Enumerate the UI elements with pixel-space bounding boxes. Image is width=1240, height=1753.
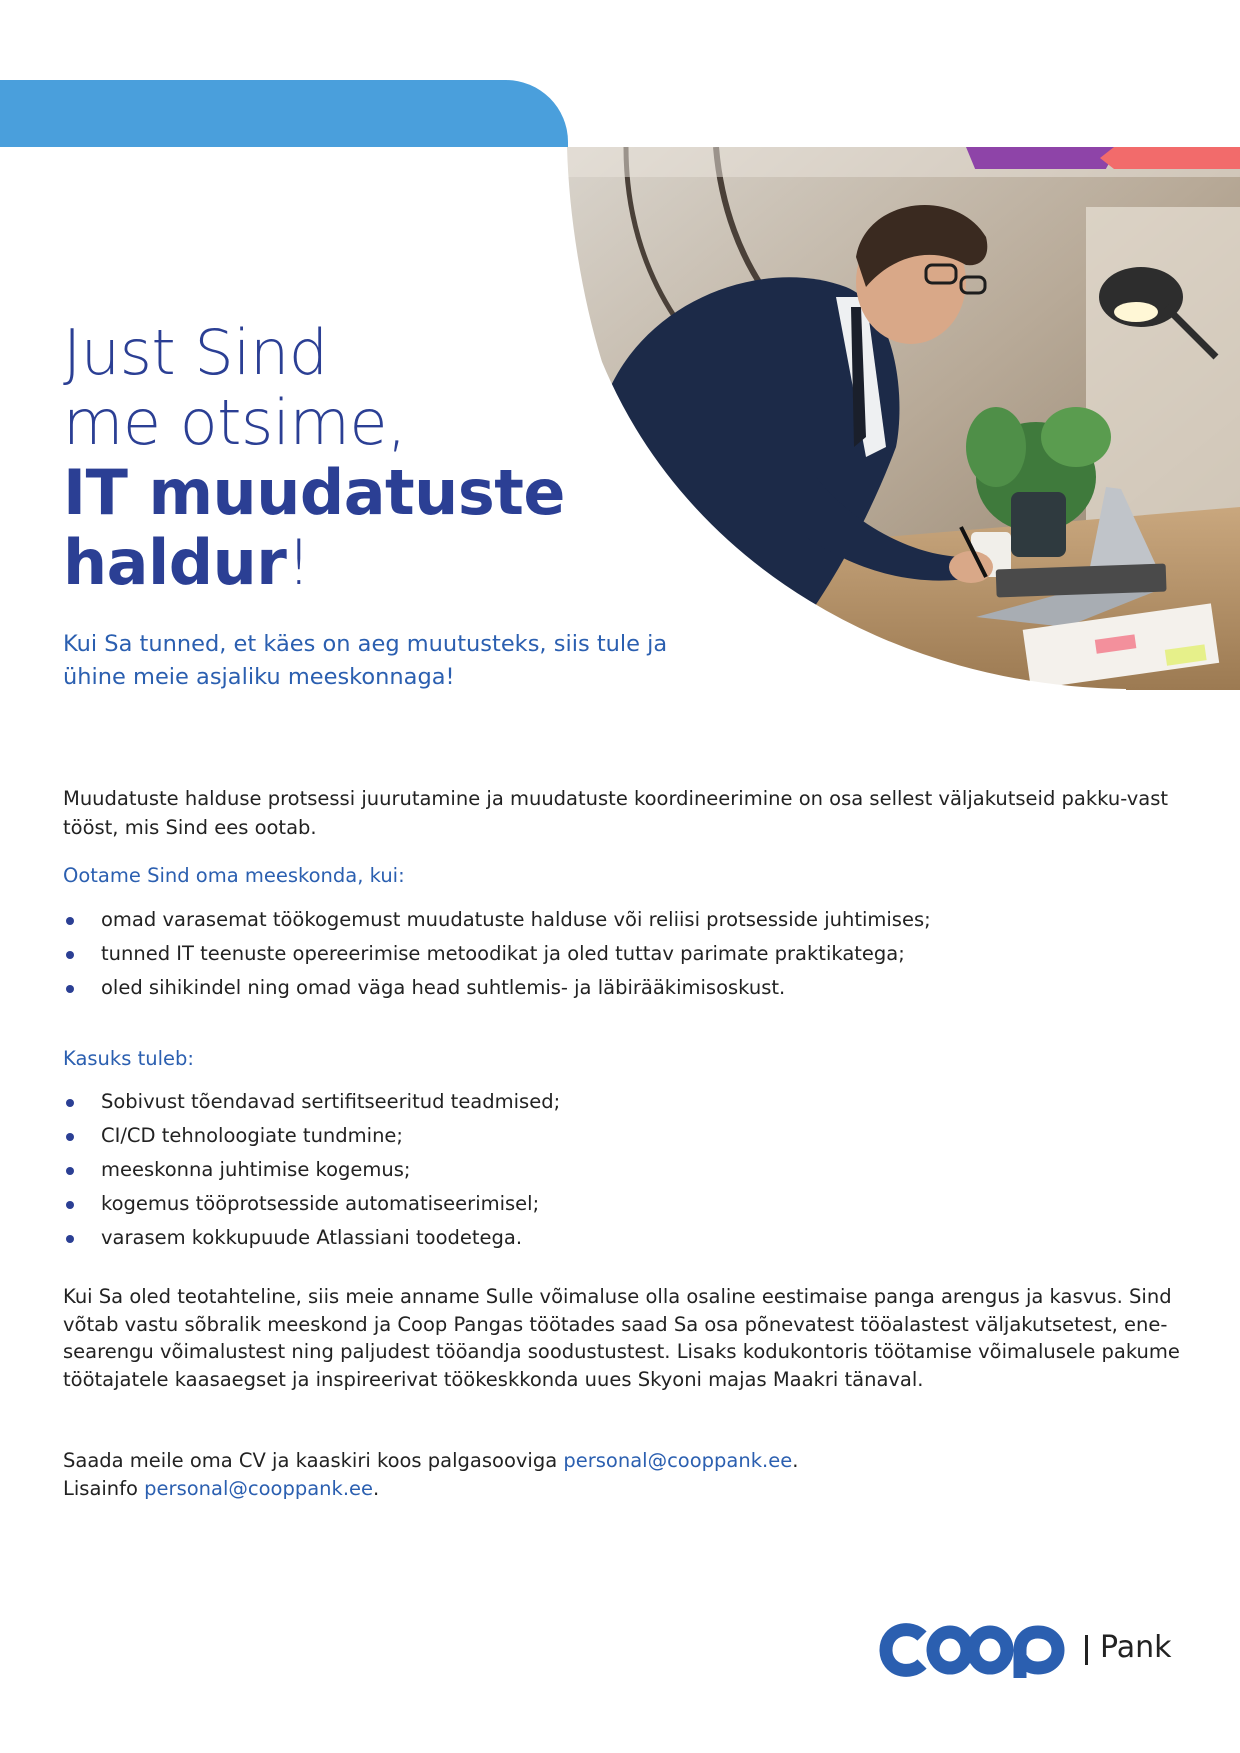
cv-instruction-text: Saada meile oma CV ja kaaskiri koos palgasooviga (63, 1449, 564, 1472)
list-item (63, 971, 1183, 1005)
logo-pank-text: Pank (1100, 1630, 1172, 1665)
advantage-text: kogemus tööprotsesside automatiseerimisel; (101, 1192, 540, 1215)
subheading-line-2: ühine meie asjaliku meeskonnaga! (63, 664, 455, 690)
headline-line-2: me otsime, (63, 386, 407, 459)
subheading (63, 628, 743, 694)
advantage-text: varasem kokkupuude Atlassiani toodetega. (101, 1226, 523, 1249)
bullet-icon (66, 1235, 74, 1243)
list-item (63, 1085, 1183, 1119)
headline-exclamation: ! (286, 526, 311, 599)
list-item (63, 1187, 1183, 1221)
list-item (63, 903, 1183, 937)
intro-paragraph: Muudatuste halduse protsessi juurutamine ja muudatuste koordineerimine on osa sellest väljakutseid pakku-vast tööst, mis Sind ees ootab. (63, 787, 1169, 839)
bullet-icon (66, 1099, 74, 1107)
accent-purple-tab (966, 147, 1118, 169)
bullet-icon (66, 1167, 74, 1175)
subheading-line-1: Kui Sa tunned, et käes on aeg muutusteks, siis tule ja (63, 631, 668, 657)
bullet-icon (66, 1201, 74, 1209)
contact-block (63, 1447, 1063, 1503)
office-man-illustration (566, 147, 1240, 690)
headline-line-3: IT muudatuste (63, 456, 565, 529)
closing-paragraph: Kui Sa oled teotahteline, siis meie anname Sulle võimaluse olla osaline eestimaise panga arengus ja kasvus. Sind võtab vastu sõbralik meeskond ja Coop Pangas töötades saad Sa osa põnevatest tööalastest väljakutsetest, ene-searengu võimalustest ning paljudest tööandja soodustustest. Lisaks kodukontoris töötamise võimalusele pakume töötajatele kaasaegset ja inspireerivat töökeskkonda uues Skyoni majas Maakri tänaval. (63, 1285, 1180, 1391)
list-item (63, 1221, 1183, 1255)
headline (63, 318, 623, 598)
list-item (63, 937, 1183, 971)
advantages-list (63, 1085, 1183, 1255)
contact-line-2 (63, 1475, 1063, 1503)
requirements-list (63, 903, 1183, 1005)
logo-divider (1085, 1635, 1088, 1665)
requirements-title: Ootame Sind oma meeskonda, kui: (63, 864, 405, 887)
period: . (792, 1449, 799, 1472)
headline-line-4 (63, 528, 623, 598)
bullet-icon (66, 1133, 74, 1141)
coop-pank-logo (878, 1620, 1178, 1680)
coop-wordmark-logo (878, 1620, 1078, 1680)
list-item (63, 1153, 1183, 1187)
bullet-icon (66, 917, 74, 925)
requirement-text: omad varasemat töökogemust muudatuste halduse või reliisi protsesside juhtimises; (101, 908, 931, 931)
advantage-text: Sobivust tõendavad sertifitseeritud teadmised; (101, 1090, 561, 1113)
headline-line-1: Just Sind (63, 316, 328, 389)
list-item (63, 1119, 1183, 1153)
email-link-info[interactable]: personal@cooppank.ee (144, 1477, 374, 1500)
hero-photo (566, 147, 1240, 690)
more-info-label: Lisainfo (63, 1477, 145, 1500)
advantage-text: CI/CD tehnoloogiate tundmine; (101, 1124, 404, 1147)
bullet-icon (66, 985, 74, 993)
accent-coral-arrow (1100, 147, 1240, 169)
advantage-text: meeskonna juhtimise kogemus; (101, 1158, 411, 1181)
requirement-text: oled sihikindel ning omad väga head suhtlemis- ja läbirääkimisoskust. (101, 976, 786, 999)
advantages-title: Kasuks tuleb: (63, 1047, 194, 1070)
headline-job-title: haldur (63, 526, 287, 599)
header-blue-band (0, 80, 568, 147)
requirement-text: tunned IT teenuste opereerimise metoodikat ja oled tuttav parimate praktikatega; (101, 942, 905, 965)
email-link-cv[interactable]: personal@cooppank.ee (563, 1449, 793, 1472)
bullet-icon (66, 951, 74, 959)
period: . (373, 1477, 380, 1500)
contact-line-1 (63, 1447, 1063, 1475)
